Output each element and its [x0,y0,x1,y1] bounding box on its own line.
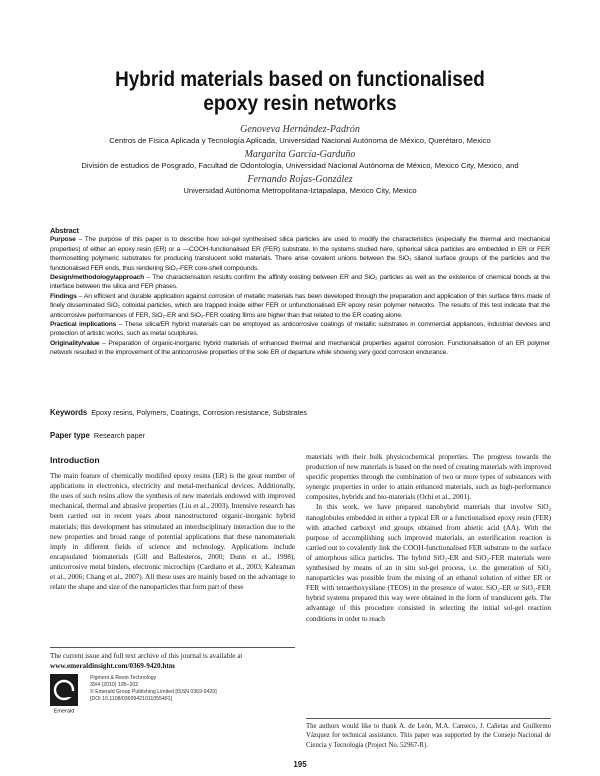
author-affiliation: Universidad Autónoma Metropolitana-Iztapalapa, Mexico City, Mexico [183,186,417,196]
title-line-2: epoxy resin networks [203,92,397,115]
findings-text: – An efficient and durable application against corrosion of metallic materials has been developed through the preparation and application of thin surface films made of finely disseminated SiO₂ colloidal particles, which are trapped inside either FER or unfunctionalised ER epoxy resin polymer networks. The results of this test indicate that the anticorrosive performances of FER, SiO₂-ER and SiO₂-FER coating films are higher than that related to the ER coating alone. [50,292,550,319]
paper-type-line [50,431,550,440]
archive-note-text: The current issue and full text archive of this journal is available at [50,652,243,660]
keywords-label: Keywords [50,408,88,417]
design-text: – The characterisation results confirm the affinity existing between ER and SiO₂ particles as well as the existence of chemical bonds at the interface between the silica and FER phases. [50,274,550,291]
body-paragraph: materials with their bulk physicochemical properties. The progress towards the production of new materials is based on the need of creating materials with improved specific properties through the combination of two or more types of substances with synergic properties in order to attain enhanced materials, such as high-performance composites, hybrids and bio-materials (Ochi et al., 2001). [306,452,551,502]
originality-text: – Preparation of organic-inorganic hybrid materials of enhanced thermal and mechanical properties against corrosion. Functionalisation of an ER polymer network resulted in the improvement of the anticorrosive properties of the sole ER of departure while showing very good corrosion endurance. [50,339,550,357]
page-number: 195 [293,760,307,769]
design-label: Design/methodology/approach [50,274,145,282]
abstract-heading: Abstract [50,226,79,235]
acknowledgement-footnote: The authors would like to thank A. de León, M.A. Canseco, J. Cañetas and Guillermo Vázquez for technical assistance. This paper was supported by the Consejo Nacional de Ciencia y Tecnología (Project No. 52967-R). [306,718,551,750]
abstract-section [50,226,550,358]
title-line-1: Hybrid materials based on functionalised [115,68,485,91]
journal-volume: 39/4 (2010) 195–202 [90,682,139,688]
journal-archive-note [50,647,295,671]
author-name: Margarita García-Garduño [244,148,356,160]
practical-text: – These silica/ER hybrid materials can be employed as anticorrosive coatings of metallic substrates in commercial appliances, industrial devices and protection of artistic works, such as metal sculptures. [50,321,550,338]
left-column [50,455,295,592]
introduction-heading: Introduction [50,455,100,465]
findings-label: Findings [50,292,77,300]
journal-url-link[interactable]: www.emeraldinsight.com/0369-9420.htm [50,662,175,670]
abstract-purpose [50,235,550,273]
keywords-line [50,408,550,417]
purpose-text: – The purpose of this paper is to describe how sol-gel synthesised silica particles are used to modify the characteristics (especially the thermal and mechanical properties) of either an epoxy resin (ER) or a —COOH-functionalised ER (FER) substrate. In the systems studied here, spherical silica particles are embedded in ER or FER thermosetting polymeric substrates for producing translucent solid materials. There arise covalent unions between the SiO₂ silanol surface groups of the particles and the functionalised FER ends, thus rendering SiO₂-FER core-shell compounds. [50,236,550,272]
abstract-originality [50,339,550,358]
right-column [306,452,551,624]
paper-title [66,68,534,116]
journal-name: Pigment & Resin Technology [90,675,157,681]
practical-label: Practical implications [50,321,117,329]
paper-type-text: Research paper [93,431,146,440]
abstract-design [50,273,550,292]
author-block [60,124,540,198]
body-paragraph: In this work, we have prepared nanohybrid materials that involve SiO₂ nanoglobules embedded in either a typical ER or a functionalised epoxy resin (FER) with attached carboxyl end groups obtained from abietic acid (AA). With the purpose of accomplishing such improved materials, an esterification reaction is carried out to covalently link the COOH-functionalised FER substrate to the surface of amorphous silica particles. The hybrid SiO₂-ER and SiO₂-FER materials were synthesised by means of an in situ sol-gel process, i.e. the generation of SiO₂ nanoparticles was possible from the mixing of an ethanol solution of either ER or FER with tetraethoxysilane (TEOS) in the presence of water. SiO₂-ER or SiO₂-FER hybrid systems prepared this way were obtained in the form of translucent gels. The advantage of this procedure consisted in selecting the initial sol-gel reaction conditions in order to reach [306,502,551,623]
journal-doi: [DOI 10.1108/03699421011055491] [90,696,173,702]
keywords-text: Epoxy resins, Polymers, Coatings, Corrosion resistance, Substrates [91,408,307,417]
journal-citation [90,675,217,703]
author-affiliation: Centros de Física Aplicada y Tecnología Aplicada, Universidad Nacional Autónoma de México, Querétaro, Mexico [109,136,491,146]
purpose-label: Purpose [50,236,76,244]
emerald-logo-icon [50,674,78,714]
abstract-practical [50,320,550,339]
journal-copyright: © Emerald Group Publishing Limited [ISSN 0369-9420] [90,689,217,695]
originality-label: Originality/value [50,339,100,347]
author-name: Fernando Rojas-González [247,173,353,185]
paper-type-label: Paper type [50,431,90,440]
emerald-logo-label: Emerald [53,708,75,714]
author-affiliation: División de estudios de Posgrado, Facultad de Odontología, Universidad Nacional Autónoma de México, Mexico City, Mexico, and [81,161,519,171]
abstract-findings [50,292,550,320]
body-paragraph: The main feature of chemically modified epoxy resins (ER) is the great number of applications in electronics, electricity and metal-mechanical devices. Additionally, the uses of such resins allow the synthesis of new materials endowed with improved mechanical, thermal and abrasive properties (Liu et al., 2003). Intensive research has been carried out in recent years about nanostructured organic-inorganic hybrid materials; this development has stimulated an interdisciplinary interaction due to the new properties and broad range of potential applications that these nanomaterials imply in different fields of science and technology. Applications include encapsulated biomaterials (Gill and Ballesteros, 2000; Dunn et al., 1998), anticorrosive metal binders, electronic microchips (Cardiano et al., 2003; Kahraman et al., 2006; Chang et al., 2007). All these uses are mainly based on the advantage to relate the shape and size of the nanoparticles that form part of these [50,471,295,592]
author-name: Genoveva Hernández-Padrón [240,124,360,135]
